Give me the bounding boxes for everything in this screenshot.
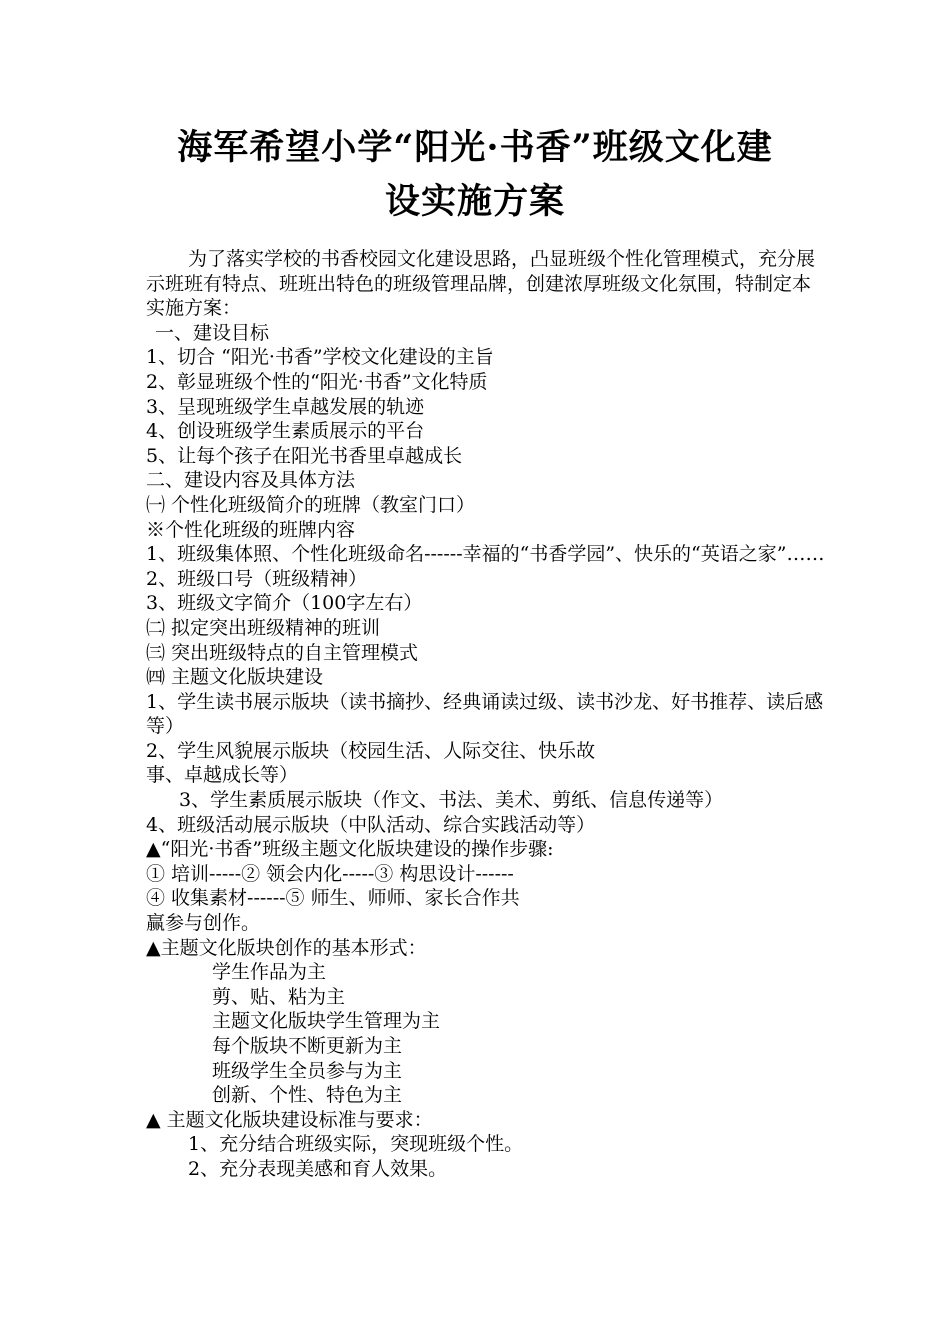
board-item: 1、学生读书展示版块（读书摘抄、经典诵读过级、读书沙龙、好书推荐、读后感等） [146,690,824,738]
goal-item: 1、切合 “阳光·书香”学校文化建设的主旨 [146,346,494,369]
form-item: 班级学生全员参与为主 [212,1059,403,1082]
form-item: 主题文化版块学生管理为主 [212,1010,441,1033]
board-item: 3、学生素质展示版块（作文、书法、美术、剪纸、信息传递等） [179,789,724,812]
form-item: 剪、贴、粘为主 [212,985,346,1008]
goal-item: 2、彰显班级个性的“阳光·书香”文化特质 [146,370,488,393]
forms-heading: ▲主题文化版块创作的基本形式： [146,936,427,959]
goal-item: 4、创设班级学生素质展示的平台 [146,420,425,443]
intro-paragraph: 为了落实学校的书香校园文化建设思路，凸显班级个性化管理模式，充分展示班班有特点、班班出特色的班级管理品牌，创建浓厚班级文化氛围，特制定本实施方案： [146,248,816,320]
document-title-line2: 设实施方案 [384,181,565,222]
subsection-motto: ㈡ 拟定突出班级精神的班训 [146,616,381,639]
standard-item: 2、充分表现美感和育人效果。 [188,1157,448,1180]
steps-line: ① 培训-----② 领会内化-----③ 构思设计------ [146,862,514,885]
form-item: 每个版块不断更新为主 [212,1035,403,1057]
board-item-continued: 事、卓越成长等） [146,764,299,787]
steps-line: ④ 收集素材------⑤ 师生、师师、家长合作共 [146,887,520,910]
document-body [146,247,826,1182]
form-item: 创新、个性、特色为主 [212,1084,403,1107]
goal-item: 5、让每个孩子在阳光书香里卓越成长 [146,444,463,467]
class-sign-item: 1、班级集体照、个性化班级命名------幸福的“书香学园”、快乐的“英语之家”…… [146,543,825,566]
class-sign-item: 3、班级文字简介（100字左右） [146,592,423,615]
board-item: 4、班级活动展示版块（中队活动、综合实践活动等） [146,813,596,836]
form-item: 学生作品为主 [212,961,327,984]
document-title-line1: 海军希望小学“阳光·书香”班级文化建 [177,127,773,168]
section-heading-goals: 一、建设目标 [155,321,270,344]
subsection-management: ㈢ 突出班级特点的自主管理模式 [146,641,419,664]
steps-line: 赢参与创作。 [146,912,261,935]
standard-item: 1、充分结合班级实际，突现班级个性。 [188,1133,524,1156]
standards-heading: ▲ 主题文化版块建设标准与要求： [146,1108,433,1131]
goal-item: 3、呈现班级学生卓越发展的轨迹 [146,395,425,418]
subsection-boards: ㈣ 主题文化版块建设 [146,666,324,689]
board-item: 2、学生风貌展示版块（校园生活、人际交往、快乐故 [146,739,596,762]
section-heading-content: 二、建设内容及具体方法 [146,469,356,492]
subsection-class-sign: ㈠ 个性化班级简介的班牌（教室门口） [146,493,476,516]
class-sign-item: 2、班级口号（班级精神） [146,567,368,590]
steps-heading: ▲“阳光·书香”班级主题文化版块建设的操作步骤: [146,838,554,861]
class-sign-note: ※个性化班级的班牌内容 [146,518,356,541]
